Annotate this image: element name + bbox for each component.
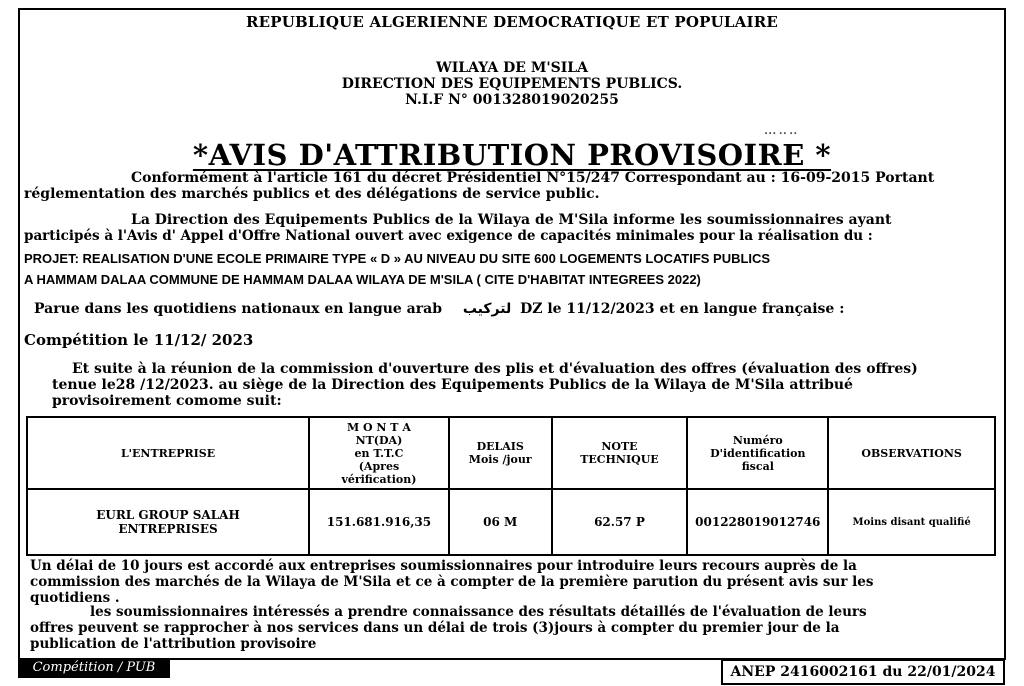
publication-text-a: Parue dans les quotidiens nationaux en langue arab [34, 301, 442, 317]
paragraph-meeting-line3: provisoirement comome suit: [52, 393, 282, 409]
footer-appeal-line2: commission des marchés de la Wilaya de M'Sila et ce à compter de la première parution du présent avis sur les [30, 574, 874, 590]
header-numero-line3: fiscal [741, 459, 774, 473]
paragraph-meeting-line2: tenue le28 /12/2023. au siège de la Direction des Equipements Publics de la Wilaya de M'Sila attribué [52, 377, 853, 393]
header-montant-line1: M O N T A [347, 420, 411, 434]
footer-appeal-line3: quotidiens . [30, 590, 120, 606]
wilaya-header: WILAYA DE M'SILA [436, 60, 588, 76]
header-note-line2: TECHNIQUE [580, 453, 659, 466]
pub-label: Compétition / PUB [18, 658, 170, 678]
direction-header: DIRECTION DES EQUIPEMENTS PUBLICS. [341, 76, 683, 92]
header-delais-line1: DELAIS [476, 440, 524, 453]
republic-header: REPUBLIQUE ALGERIENNE DEMOCRATIQUE ET POPULAIRE [245, 13, 779, 31]
nif-header: N.I.F N° 001328019020255 [405, 92, 619, 108]
cell-numero: 001228019012746 [687, 489, 828, 555]
notice-title-text: *AVIS D'ATTRIBUTION PROVISOIRE * [192, 138, 832, 172]
header-numero-line1: Numéro [732, 433, 783, 447]
header-montant-line4: (Apres [358, 459, 400, 473]
cell-note: 62.57 P [552, 489, 688, 555]
cell-delais: 06 M [449, 489, 552, 555]
anep-reference: ANEP 2416002161 du 22/01/2024 [721, 659, 1005, 685]
header-numero [687, 417, 828, 489]
header-note-line1: NOTE [601, 440, 638, 453]
header-delais [449, 417, 552, 489]
footer-results-line1: les soumissionnaires intéressés a prendre connaissance des résultats détaillés de l'évaluation de leurs [90, 604, 867, 620]
footer-appeal-line1: Un délai de 10 jours est accordé aux entreprises soumissionnaires pour introduire leurs recours auprès de la [30, 558, 857, 574]
table-header-row [27, 417, 995, 489]
attribution-table [26, 416, 996, 556]
publication-line [34, 301, 844, 317]
paragraph-decree-line2: réglementation des marchés publics et des délégations de service public. [24, 186, 600, 202]
paragraph-meeting-line1: Et suite à la réunion de la commission d'ouverture des plis et d'évaluation des offres (évaluation des offres) [72, 361, 918, 377]
paragraph-decree-line1: Conformément à l'article 161 du décret Présidentiel N°15/247 Correspondant au : 16-09-2015 Portant [131, 170, 935, 186]
footer-results-line3: publication de l'attribution provisoire [30, 636, 317, 652]
cell-montant: 151.681.916,35 [309, 489, 449, 555]
table-row [27, 489, 995, 555]
cell-observations: Moins disant qualifié [828, 489, 995, 555]
header-montant-line2: NT(DA) [355, 433, 403, 447]
header-montant [309, 417, 449, 489]
project-line2: A HAMMAM DALAA COMMUNE DE HAMMAM DALAA WILAYA DE M'SILA ( CITE D'HABITAT INTEGREES 2022) [24, 272, 701, 287]
arabic-newspaper-name: لتركيب [462, 301, 512, 317]
header-observations: OBSERVATIONS [828, 417, 995, 489]
notice-title [0, 138, 1024, 172]
header-montant-line3: en T.T.C [354, 446, 404, 460]
header-entreprise: L'ENTREPRISE [27, 417, 309, 489]
cell-entreprise-line1: EURL GROUP SALAH [96, 508, 240, 522]
paragraph-direction-line2: participés à l'Avis d' Appel d'Offre National ouvert avec exigence de capacités minimales pour la réalisation du : [24, 228, 873, 244]
cell-entreprise-line2: ENTREPRISES [118, 522, 218, 536]
footer-results-line2: offres peuvent se rapprocher à nos services dans un délai de trois (3)jours à compter du premier jour de la [30, 620, 840, 636]
header-numero-line2: D'identification [710, 446, 806, 460]
competition-date: Compétition le 11/12/ 2023 [24, 331, 254, 349]
cell-entreprise [27, 489, 309, 555]
header-delais-line2: Mois /jour [468, 453, 532, 466]
header-montant-line5: vérification) [341, 472, 417, 486]
paragraph-direction-line1: La Direction des Equipements Publics de la Wilaya de M'Sila informe les soumissionnaires ayant [131, 212, 892, 228]
small-stamp-text: ••• •• •• [764, 130, 798, 138]
publication-text-b: DZ le 11/12/2023 et en langue française : [520, 301, 845, 317]
header-note [552, 417, 688, 489]
project-line1: PROJET: REALISATION D'UNE ECOLE PRIMAIRE TYPE « D » AU NIVEAU DU SITE 600 LOGEMENTS LOCATIFS PUBLICS [24, 251, 771, 266]
